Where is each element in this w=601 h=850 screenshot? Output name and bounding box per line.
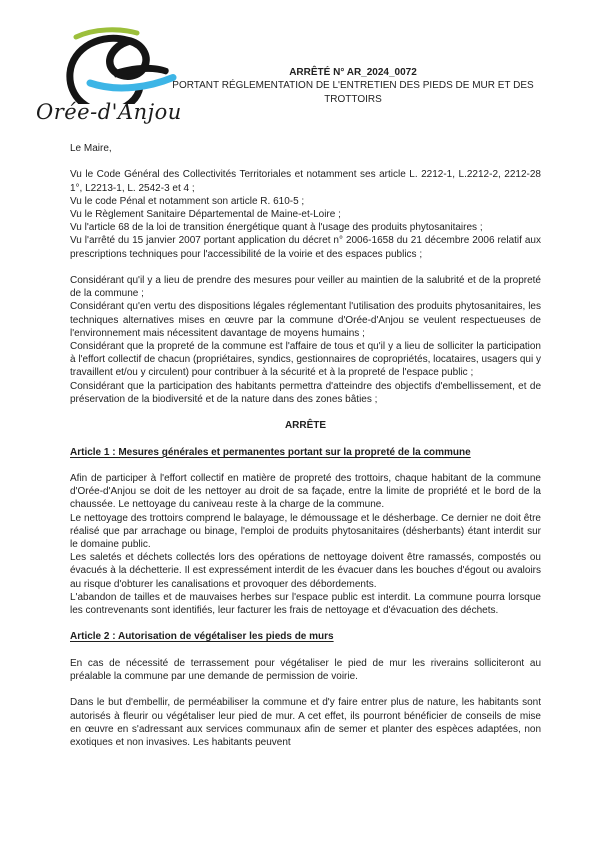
considerants-block <box>70 274 541 406</box>
document-header <box>0 0 601 142</box>
article-1-paragraph: Afin de participer à l'effort collectif en matière de propreté des trottoirs, chaque habitant de la commune d'Orée-d'Anjou se doit de les nettoyer au droit de sa façade, entre la limite de propriété et le bord de la chaussée. Le nettoyage du caniveau reste à la charge de la commune. <box>70 473 541 511</box>
article-2-paragraph: En cas de nécessité de terrassement pour végétaliser le pied de mur les riverains solliciteront au préalable la commune par une demande de permission de voirie. <box>70 657 541 683</box>
article-2-body <box>70 657 541 749</box>
commune-wordmark: Orée-d'Anjou <box>36 100 182 124</box>
article-1-paragraph: Le nettoyage des trottoirs comprend le balayage, le démoussage et le désherbage. Ce dernier ne doit être réalisé que par arrachage ou binage, l'emploi de produits phytosanitaires (désherbants) étant interdit sur le domaine public. <box>70 512 541 551</box>
salutation: Le Maire, <box>70 143 112 154</box>
article-1-heading: Article 1 : Mesures générales et permanentes portant sur la propreté de la commune <box>70 446 471 458</box>
article-1-paragraph: L'abandon de tailles et de mauvaises herbes sur l'espace public est interdit. La commune pourra lorsque les contrevenants sont identifiés, leur facturer les frais de nettoyage et d'évacuation des déchets. <box>70 591 541 617</box>
considerant-paragraph: Considérant que la participation des habitants permettra d'atteindre des objectifs d'embellissement, et de préservation de la biodiversité et de la nature dans des zones bâties ; <box>70 380 541 405</box>
document-title <box>163 66 543 106</box>
decree-subject: PORTANT RÉGLEMENTATION DE L'ENTRETIEN DES PIEDS DE MUR ET DES TROTTOIRS <box>172 80 534 105</box>
enacting-formula: ARRÊTE <box>284 420 327 432</box>
visas-block <box>70 168 541 260</box>
decree-number: ARRÊTÉ N° AR_2024_0072 <box>289 67 417 78</box>
visa-line: Vu le Code Général des Collectivités Territoriales et notamment ses article L. 2212-1, L.2212-2, 2212-28 1°, L2213-1, L. 2542-3 et 4 ; <box>70 169 541 194</box>
considerant-paragraph: Considérant qu'il y a lieu de prendre des mesures pour veiller au maintien de la salubrité et de la propreté de la commune ; <box>70 275 541 300</box>
document-body <box>0 142 601 749</box>
visa-line: Vu le code Pénal et notamment son article R. 610-5 ; <box>70 195 305 207</box>
considerant-paragraph: Considérant qu'en vertu des dispositions légales réglementant l'utilisation des produits phytosanitaires, les techniques alternatives mises en œuvre par la commune d'Orée-d'Anjou se veulent respectueuses de l'environnement mais nécessitent davantage de moyens humains ; <box>70 301 541 339</box>
article-2-paragraph: Dans le but d'embellir, de perméabiliser la commune et d'y faire entrer plus de nature, les habitants sont autorisés à fleurir ou végétaliser leur pied de mur. A cet effet, ils pourront bénéficier de conseils de mise en œuvre en s'adressant aux services communaux afin de semer et planter des espèces adaptées, non exotiques et non invasives. Les habitants peuvent <box>70 697 541 749</box>
article-1-body <box>70 472 541 617</box>
article-1-paragraph: Les saletés et déchets collectés lors des opérations de nettoyage doivent être ramassés, compostés ou évacués à la déchetterie. Il est expressément interdit de les évacuer dans les bouches d'égout ou avaloirs au risque d'obturer les canalisations et provoquer des débordements. <box>70 552 541 590</box>
visa-line: Vu le Règlement Sanitaire Départemental de Maine-et-Loire ; <box>70 209 341 220</box>
article-2-heading: Article 2 : Autorisation de végétaliser les pieds de murs <box>70 631 334 643</box>
considerant-paragraph: Considérant que la propreté de la commune est l'affaire de tous et qu'il y a lieu de solliciter la participation à l'effort collectif de chacun (propriétaires, syndics, gestionnaires de copropriétés, locataires, usagers qui y travaillent et/ou y circulent) pour contribuer à la sécurité et à la propreté de l'espace public ; <box>70 341 541 379</box>
visa-line: Vu l'arrêté du 15 janvier 2007 portant application du décret n° 2006-1658 du 21 décembre 2006 relatif aux prescriptions techniques pour l'accessibilité de la voirie et des espaces publics ; <box>70 235 541 260</box>
visa-line: Vu l'article 68 de la loi de transition énergétique quant à l'usage des produits phytosanitaires ; <box>70 222 483 234</box>
